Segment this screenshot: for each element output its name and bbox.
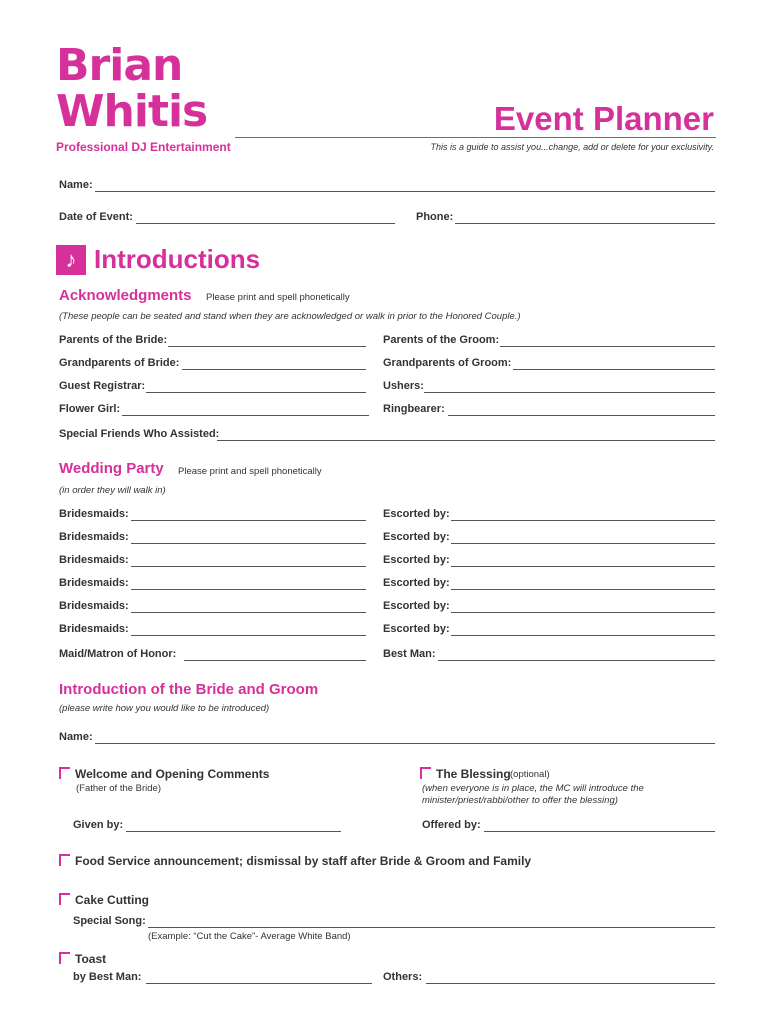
page-subtitle: This is a guide to assist you...change, add or delete for your exclusivity.	[430, 142, 714, 152]
guest-registrar-field[interactable]	[146, 392, 366, 393]
bridesmaids-label: Bridesmaids:	[59, 577, 129, 589]
special-friends-field[interactable]	[217, 440, 715, 441]
bride-groom-heading: Introduction of the Bride and Groom	[59, 681, 319, 698]
special-friends-label: Special Friends Who Assisted:	[59, 428, 220, 440]
toast-others-field[interactable]	[426, 983, 715, 984]
date-label: Date of Event:	[59, 211, 133, 223]
escorted-by-field[interactable]	[451, 520, 715, 521]
phone-label: Phone:	[416, 211, 454, 223]
blessing-note-1: (when everyone is in place, the MC will introduce the	[422, 783, 644, 794]
bridesmaids-label: Bridesmaids:	[59, 508, 129, 520]
cake-cutting-item: Cake Cutting	[59, 893, 149, 907]
bridesmaids-field[interactable]	[131, 635, 366, 636]
checkbox-icon[interactable]	[59, 767, 70, 779]
escorted-by-label: Escorted by:	[383, 600, 450, 612]
grandparents-bride-label: Grandparents of Bride:	[59, 357, 180, 369]
bridesmaids-label: Bridesmaids:	[59, 531, 129, 543]
bridesmaids-field[interactable]	[131, 520, 366, 521]
ushers-field[interactable]	[424, 392, 715, 393]
guest-registrar-label: Guest Registrar:	[59, 380, 146, 392]
bride-groom-instruction: (please write how you would like to be introduced)	[59, 703, 270, 714]
toast-item: Toast	[59, 952, 106, 966]
bride-groom-name-field[interactable]	[95, 743, 715, 744]
blessing-item: The Blessing	[420, 767, 511, 781]
introductions-heading: Introductions	[94, 244, 261, 274]
bridesmaids-label: Bridesmaids:	[59, 554, 129, 566]
toast-others-label: Others:	[383, 971, 423, 983]
escorted-by-field[interactable]	[451, 543, 715, 544]
special-song-field[interactable]	[148, 927, 715, 928]
welcome-item: Welcome and Opening Comments	[59, 767, 269, 781]
best-man-field[interactable]	[438, 660, 715, 661]
logo-tagline: Professional DJ Entertainment	[56, 140, 231, 154]
grandparents-groom-field[interactable]	[513, 369, 715, 370]
escorted-by-label: Escorted by:	[383, 623, 450, 635]
bridesmaids-field[interactable]	[131, 589, 366, 590]
phone-field[interactable]	[455, 223, 715, 224]
parents-bride-field[interactable]	[168, 346, 366, 347]
food-service-item: Food Service announcement; dismissal by staff after Bride & Groom and Family	[59, 854, 531, 868]
name-label: Name:	[59, 179, 93, 191]
maid-of-honor-field[interactable]	[184, 660, 366, 661]
acknowledgments-instruction: (These people can be seated and stand when they are acknowledged or walk in prior to the Honored Couple.)	[59, 311, 521, 322]
maid-of-honor-label: Maid/Matron of Honor:	[59, 648, 177, 660]
name-field[interactable]	[95, 191, 715, 192]
parents-bride-label: Parents of the Bride:	[59, 334, 168, 346]
given-by-label: Given by:	[73, 819, 124, 831]
welcome-note: (Father of the Bride)	[76, 783, 162, 794]
best-man-label: Best Man:	[383, 648, 436, 660]
logo-line-brian: Brian	[56, 40, 183, 91]
escorted-by-field[interactable]	[451, 635, 715, 636]
logo-line-whitis: Whitis	[56, 86, 208, 137]
date-field[interactable]	[136, 223, 395, 224]
flower-girl-field[interactable]	[122, 415, 369, 416]
special-song-label: Special Song:	[73, 915, 146, 927]
bridesmaids-label: Bridesmaids:	[59, 600, 129, 612]
bride-groom-name-label: Name:	[59, 731, 93, 743]
given-by-field[interactable]	[126, 831, 341, 832]
escorted-by-label: Escorted by:	[383, 577, 450, 589]
ringbearer-label: Ringbearer:	[383, 403, 445, 415]
grandparents-groom-label: Grandparents of Groom:	[383, 357, 512, 369]
escorted-by-label: Escorted by:	[383, 508, 450, 520]
checkbox-icon[interactable]	[59, 893, 70, 905]
acknowledgments-heading: Acknowledgments	[59, 287, 192, 304]
ringbearer-field[interactable]	[448, 415, 715, 416]
bridesmaids-label: Bridesmaids:	[59, 623, 129, 635]
bridesmaids-field[interactable]	[131, 543, 366, 544]
toast-best-man-field[interactable]	[146, 983, 372, 984]
toast-best-man-label: by Best Man:	[73, 971, 142, 983]
parents-groom-label: Parents of the Groom:	[383, 334, 500, 346]
offered-by-label: Offered by:	[422, 819, 481, 831]
wedding-party-instruction: (in order they will walk in)	[59, 485, 166, 496]
bridesmaids-field[interactable]	[131, 566, 366, 567]
escorted-by-field[interactable]	[451, 589, 715, 590]
checkbox-icon[interactable]	[59, 952, 70, 964]
acknowledgments-note: Please print and spell phonetically	[206, 292, 350, 303]
escorted-by-label: Escorted by:	[383, 531, 450, 543]
bridesmaids-field[interactable]	[131, 612, 366, 613]
blessing-optional: (optional)	[510, 769, 550, 780]
escorted-by-field[interactable]	[451, 612, 715, 613]
grandparents-bride-field[interactable]	[182, 369, 366, 370]
special-song-example: (Example: “Cut the Cake”- Average White Band)	[148, 931, 351, 942]
wedding-party-heading: Wedding Party	[59, 460, 164, 477]
music-note-icon: ♪	[56, 245, 86, 275]
wedding-party-note: Please print and spell phonetically	[178, 466, 322, 477]
escorted-by-label: Escorted by:	[383, 554, 450, 566]
parents-groom-field[interactable]	[500, 346, 715, 347]
checkbox-icon[interactable]	[420, 767, 431, 779]
flower-girl-label: Flower Girl:	[59, 403, 121, 415]
blessing-note-2: minister/priest/rabbi/other to offer the blessing)	[422, 795, 618, 806]
ushers-label: Ushers:	[383, 380, 424, 392]
escorted-by-field[interactable]	[451, 566, 715, 567]
page-title: Event Planner	[493, 100, 714, 137]
offered-by-field[interactable]	[484, 831, 715, 832]
checkbox-icon[interactable]	[59, 854, 70, 866]
